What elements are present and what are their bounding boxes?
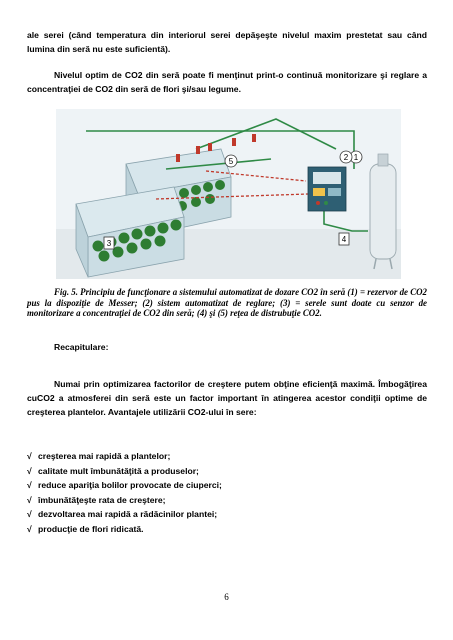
advantages-list (27, 449, 427, 537)
paragraph-co2-level: Nivelul optim de CO2 din seră poate fi menţinut print-o continuă monitorizare şi reglare a concentraţiei de CO2 din seră de flori şi/sau legume. (27, 70, 427, 94)
list-item: √ dezvoltarea mai rapidă a rădăcinilor plantei; (27, 507, 427, 522)
check-icon: √ (27, 523, 32, 534)
co2-system-figure (56, 109, 401, 279)
label-1: 1 (353, 153, 359, 162)
check-icon: √ (27, 480, 32, 491)
label-3: 3 (106, 239, 112, 248)
check-icon: √ (27, 465, 32, 476)
paragraph-intro: ale serei (când temperatura din interiorul serei depăşeşte nivelul maxim prestetat sau când lumina din seră nu este suficientă). (27, 30, 427, 54)
control-panel (308, 167, 346, 211)
list-item: √ calitate mult îmbunătăţită a produselor; (27, 464, 427, 479)
figure-caption: Fig. 5. Principiu de funcţionare a sistemului automatizat de dozare CO2 în seră (1) = rezervor de CO2 pus la dispoziţie de Messer; (2) sistem automatizat de reglare; (3) = serele sunt doate cu senzor de monitorizare a concentraţiei de CO2 din seră; (4) şi (5) reţea de distrubuţie CO2. (27, 287, 427, 318)
check-icon: √ (27, 494, 32, 505)
recap-heading: Recapitulare: (54, 342, 109, 352)
list-item: √ îmbunătăţeşte rata de creştere; (27, 493, 427, 508)
list-item: √ reduce apariţia bolilor provocate de ciuperci; (27, 478, 427, 493)
check-icon: √ (27, 509, 32, 520)
co2-tank (370, 154, 396, 269)
label-5: 5 (228, 157, 234, 166)
list-item: √ producţie de flori ridicată. (27, 522, 427, 537)
check-icon: √ (27, 451, 32, 461)
label-4: 4 (341, 235, 347, 244)
list-item: √ creşterea mai rapidă a plantelor; (27, 449, 427, 464)
label-2: 2 (343, 153, 349, 162)
page-number: 6 (224, 592, 229, 602)
paragraph-advantages: Numai prin optimizarea factorilor de creştere putem obţine eficienţă maximă. Îmbogăţirea cuCO2 a atmosferei din seră este un factor important în atingerea acestor condiţii optime de creşterea plantelor. Avantajele utilizării CO2-ului în sere: (27, 379, 427, 417)
